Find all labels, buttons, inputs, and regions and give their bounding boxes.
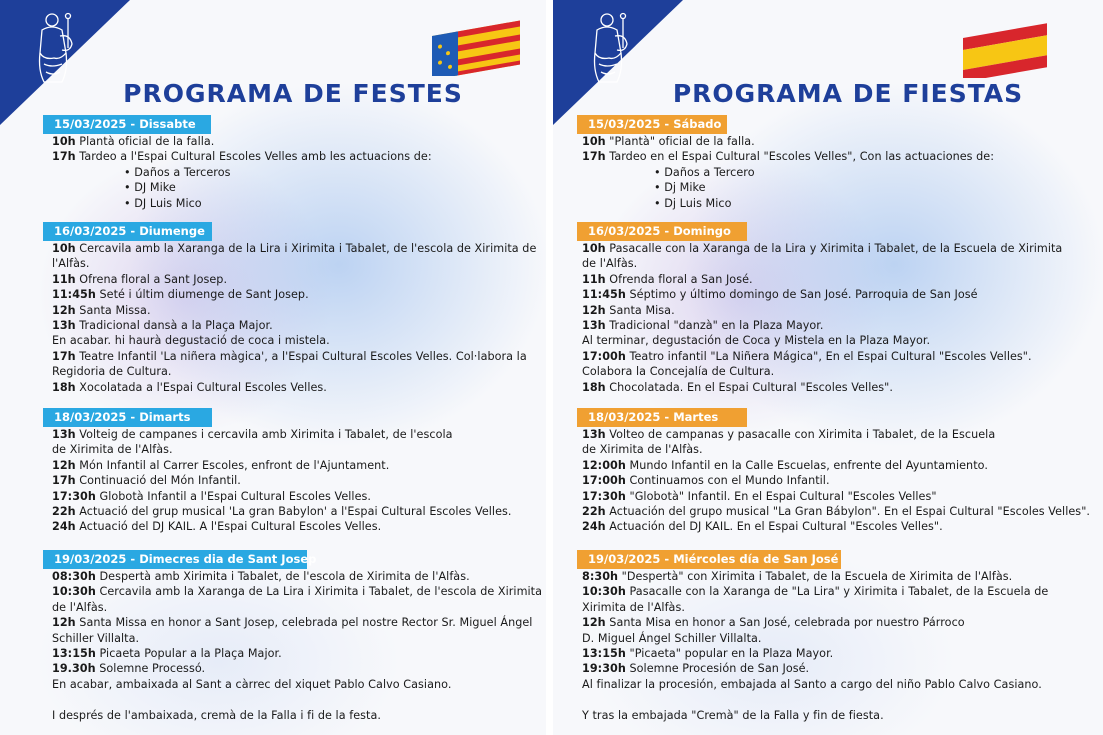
event-line: 10:30h Pasacalle con la Xaranga de "La Lira" y Xirimita i Tabalet, de la Escuela de bbox=[582, 585, 1049, 599]
date-badge: 18/03/2025 - Dimarts bbox=[43, 408, 212, 427]
event-line: 13h Volteig de campanes i cercavila amb Xirimita i Tabalet, de l'escola bbox=[52, 428, 453, 441]
saint-figure-icon bbox=[30, 8, 80, 88]
event-line: Xirimita de l'Alfàs. bbox=[582, 600, 685, 614]
event-line: 12h Santa Misa. bbox=[582, 303, 675, 317]
event-line: En acabar, ambaixada al Sant a càrrec del xiquet Pablo Calvo Casiano. bbox=[52, 677, 452, 691]
event-line: 11h Ofrena floral a Sant Josep. bbox=[52, 272, 228, 286]
event-list bbox=[52, 569, 543, 692]
date-badge: 16/03/2025 - Domingo bbox=[577, 222, 747, 241]
event-line: 10h Cercavila amb la Xaranga de la Lira i Xirimita i Tabalet, de l'escola de Xirimita de bbox=[52, 242, 537, 255]
performer-item: • DJ Luis Mico bbox=[124, 196, 202, 210]
event-line: 10h Plantà oficial de la falla. bbox=[52, 135, 215, 148]
event-line: Schiller Villalta. bbox=[52, 631, 140, 645]
event-line: de Xirimita de l'Alfàs. bbox=[582, 443, 703, 457]
event-line: de l'Alfàs. bbox=[582, 257, 638, 271]
event-line: 17h Tardeo en el Espai Cultural "Escoles Velles", Con las actuaciones de: bbox=[582, 150, 995, 164]
event-line: Colabora la Concejalía de Cultura. bbox=[582, 365, 775, 379]
event-line: 22h Actuació del grup musical 'La gran Babylon' a l'Espai Cultural Escoles Velles. bbox=[52, 505, 512, 519]
event-list bbox=[52, 134, 526, 211]
event-line: Regidoria de Cultura. bbox=[52, 365, 172, 379]
closing-note: Y tras la embajada "Cremà" de la Falla y fin de fiesta. bbox=[582, 709, 884, 722]
event-line: Al terminar, degustación de Coca y Mistela en la Plaza Mayor. bbox=[582, 334, 931, 348]
event-line: 17:30h "Globotà" Infantil. En el Espai Cultural "Escoles Velles" bbox=[582, 489, 937, 503]
event-line: 8:30h "Despertà" con Xirimita i Tabalet, de la Escuela de Xirimita de l'Alfàs. bbox=[582, 570, 1013, 583]
event-list bbox=[582, 569, 1083, 692]
event-list bbox=[52, 241, 537, 395]
spanish-program-panel bbox=[553, 0, 1103, 735]
event-line: 11:45h Séptimo y último domingo de San José. Parroquia de San José bbox=[582, 288, 978, 302]
event-line: 11:45h Seté i últim diumenge de Sant Josep. bbox=[52, 288, 309, 302]
event-line: 24h Actuación del DJ KAIL. En el Espai Cultural "Escoles Velles". bbox=[582, 520, 943, 534]
event-line: l'Alfàs. bbox=[52, 257, 90, 271]
event-line: 18h Xocolatada a l'Espai Cultural Escoles Velles. bbox=[52, 380, 327, 394]
closing-note: I després de l'ambaixada, cremà de la Falla i fi de la festa. bbox=[52, 709, 381, 722]
event-line: 17h Tardeo a l'Espai Cultural Escoles Velles amb les actuacions de: bbox=[52, 150, 432, 164]
event-line: 18h Chocolatada. En el Espai Cultural "Escoles Velles". bbox=[582, 380, 893, 394]
performer-item: • DJ Mike bbox=[124, 181, 176, 195]
event-line: de l'Alfàs. bbox=[52, 600, 108, 614]
event-line: 12:00h Mundo Infantil en la Calle Escuelas, enfrente del Ayuntamiento. bbox=[582, 458, 988, 472]
event-line: 12h Santa Missa. bbox=[52, 303, 151, 317]
event-line: 24h Actuació del DJ KAIL. A l'Espai Cultural Escoles Velles. bbox=[52, 520, 382, 534]
performer-item: • Dj Luis Mico bbox=[654, 196, 732, 210]
event-line: 13h Tradicional dansà a la Plaça Major. bbox=[52, 319, 273, 333]
event-list bbox=[52, 427, 526, 535]
date-badge: 18/03/2025 - Martes bbox=[577, 408, 747, 427]
date-badge: 16/03/2025 - Diumenge bbox=[43, 222, 212, 241]
event-line: 12h Món Infantil al Carrer Escoles, enfront de l'Ajuntament. bbox=[52, 458, 390, 472]
event-line: 12h Santa Misa en honor a San José, celebrada por nuestro Párroco bbox=[582, 616, 965, 630]
event-line: 10:30h Cercavila amb la Xaranga de La Lira i Xirimita i Tabalet, de l'escola de Xirimita bbox=[52, 585, 543, 599]
event-line: 08:30h Despertà amb Xirimita i Tabalet, de l'escola de Xirimita de l'Alfàs. bbox=[52, 570, 470, 583]
event-line: 11h Ofrenda floral a San José. bbox=[582, 272, 753, 286]
performer-item: • Daños a Terceros bbox=[124, 165, 231, 179]
event-line: de Xirimita de l'Alfàs. bbox=[52, 443, 173, 457]
event-line: 17:30h Globotà Infantil a l'Espai Cultural Escoles Velles. bbox=[52, 489, 371, 503]
date-badge: 15/03/2025 - Sábado bbox=[577, 115, 727, 134]
event-line: 17h Teatre Infantil 'La niñera màgica', a l'Espai Cultural Escoles Velles. Col·labora la bbox=[52, 349, 527, 363]
catalan-program-panel bbox=[0, 0, 546, 735]
event-line: 19:30h Solemne Procesión de San José. bbox=[582, 662, 810, 676]
page-title: PROGRAMA DE FESTES bbox=[123, 79, 463, 108]
date-badge: 19/03/2025 - Dimecres dia de Sant Josep bbox=[43, 550, 307, 569]
event-line: 13:15h "Picaeta" popular en la Plaza Mayor. bbox=[582, 647, 834, 661]
event-line: 17h Continuació del Món Infantil. bbox=[52, 474, 241, 488]
valencian-flag-icon bbox=[432, 18, 520, 76]
date-badge: 19/03/2025 - Miércoles día de San José bbox=[577, 550, 841, 569]
performer-item: • Dj Mike bbox=[654, 181, 706, 195]
page-title: PROGRAMA DE FIESTAS bbox=[672, 79, 1024, 108]
performer-item: • Daños a Tercero bbox=[654, 165, 755, 179]
event-line: 10h "Plantà" oficial de la falla. bbox=[582, 135, 755, 148]
event-line: 13h Tradicional "danzà" en la Plaza Mayor. bbox=[582, 319, 824, 333]
event-line: 17:00h Teatro infantil "La Niñera Mágica", En el Espai Cultural "Escoles Velles". bbox=[582, 349, 1032, 363]
event-line: En acabar. hi haurà degustació de coca i mistela. bbox=[52, 334, 330, 348]
event-list bbox=[582, 427, 1090, 535]
event-line: 19.30h Solemne Processó. bbox=[52, 662, 206, 676]
spanish-flag-icon bbox=[963, 22, 1047, 78]
event-list bbox=[582, 241, 1083, 395]
saint-figure-icon bbox=[585, 8, 635, 88]
event-line: 10h Pasacalle con la Xaranga de la Lira y Xirimita i Tabalet, de la Escuela de Xirimita bbox=[582, 242, 1063, 255]
event-line: 17:00h Continuamos con el Mundo Infantil. bbox=[582, 474, 830, 488]
event-line: D. Miguel Ángel Schiller Villalta. bbox=[582, 631, 762, 645]
event-list bbox=[582, 134, 1083, 211]
event-line: 13:15h Picaeta Popular a la Plaça Major. bbox=[52, 647, 282, 661]
event-line: Al finalizar la procesión, embajada al Santo a cargo del niño Pablo Calvo Casiano. bbox=[582, 677, 1042, 691]
date-badge: 15/03/2025 - Dissabte bbox=[43, 115, 211, 134]
event-line: 12h Santa Missa en honor a Sant Josep, celebrada pel nostre Rector Sr. Miguel Ángel bbox=[52, 616, 533, 630]
event-line: 22h Actuación del grupo musical "La Gran Bábylon". En el Espai Cultural "Escoles Velles". bbox=[582, 505, 1090, 519]
event-line: 13h Volteo de campanas y pasacalle con Xirimita i Tabalet, de la Escuela bbox=[582, 428, 996, 441]
